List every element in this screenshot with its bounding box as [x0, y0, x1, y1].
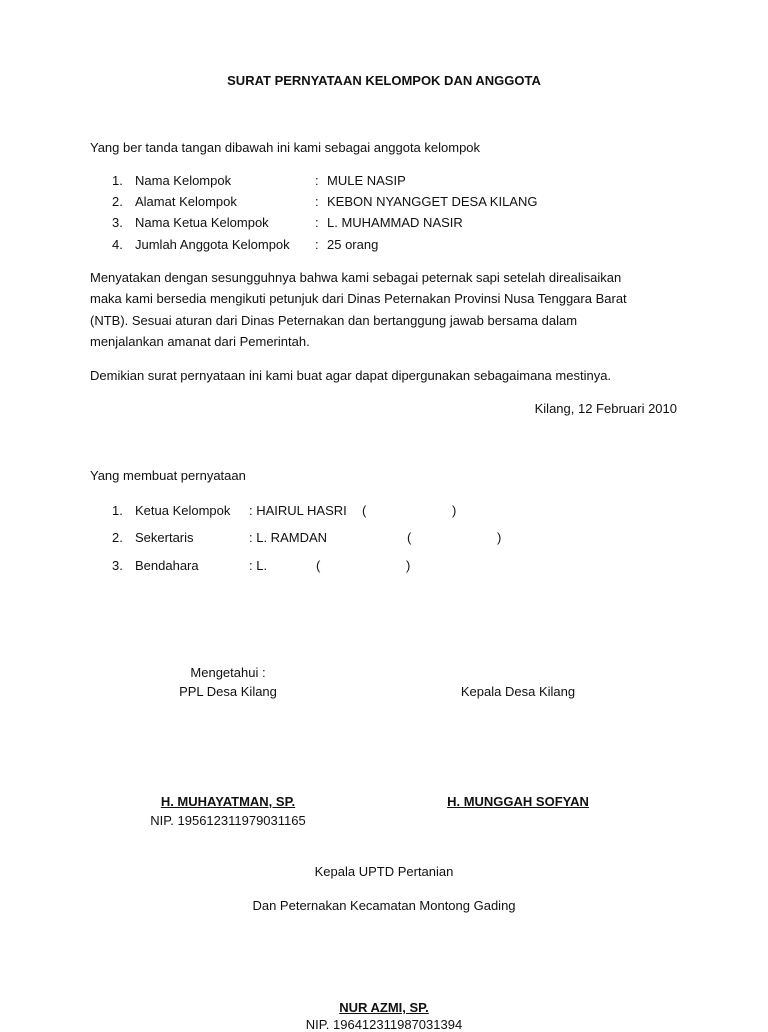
- list-item: [112, 237, 672, 257]
- list-item: [112, 194, 672, 214]
- statement-line: menjalankan amanat dari Pemerintah.: [90, 334, 310, 349]
- signer-row: [112, 503, 512, 523]
- left-official-nip: NIP. 195612311979031165: [150, 813, 306, 828]
- statement-line: (NTB). Sesuai aturan dari Dinas Peternakan dan bertanggung jawab bersama dalam: [90, 313, 578, 328]
- item-label: Alamat Kelompok: [135, 194, 237, 209]
- item-number: 2.: [112, 194, 123, 209]
- item-label: Nama Kelompok: [135, 173, 232, 188]
- document-title: SURAT PERNYATAAN KELOMPOK DAN ANGGOTA: [227, 73, 541, 88]
- item-number: 3.: [112, 215, 123, 230]
- left-official-position: PPL Desa Kilang: [179, 684, 277, 699]
- item-value: KEBON NYANGGET DESA KILANG: [327, 194, 538, 209]
- right-official-name: H. MUNGGAH SOFYAN: [447, 794, 589, 809]
- head-official-position-line2: Dan Peternakan Kecamatan Montong Gading: [252, 898, 516, 913]
- item-value: L. MUHAMMAD NASIR: [327, 215, 463, 230]
- statement-line: Menyatakan dengan sesungguhnya bahwa kami sebagai peternak sapi setelah direalisaikan: [90, 270, 622, 285]
- item-label: Nama Ketua Kelompok: [135, 215, 269, 230]
- closing-text: Demikian surat pernyataan ini kami buat agar dapat dipergunakan sebagaimana mestinya.: [90, 368, 612, 383]
- signature-open-paren: (: [362, 503, 367, 518]
- intro-text: Yang ber tanda tangan dibawah ini kami sebagai anggota kelompok: [90, 140, 481, 155]
- signer-number: 2.: [112, 530, 123, 545]
- signature-close-paren: ): [452, 503, 457, 518]
- list-item: [112, 173, 672, 193]
- signer-name: : HAIRUL HASRI: [249, 503, 347, 518]
- item-separator: :: [315, 237, 319, 252]
- signature-close-paren: ): [497, 530, 502, 545]
- signer-row: [112, 558, 512, 578]
- item-number: 1.: [112, 173, 123, 188]
- item-value: MULE NASIP: [327, 173, 406, 188]
- item-separator: :: [315, 173, 319, 188]
- head-official-nip: NIP. 196412311987031394: [305, 1017, 463, 1032]
- signer-name: : L. RAMDAN: [249, 530, 328, 545]
- item-separator: :: [315, 215, 319, 230]
- item-value: 25 orang: [327, 237, 379, 252]
- signer-role: Bendahara: [135, 558, 199, 573]
- signer-number: 3.: [112, 558, 123, 573]
- right-official-position: Kepala Desa Kilang: [460, 684, 576, 699]
- signature-open-paren: (: [407, 530, 412, 545]
- item-separator: :: [315, 194, 319, 209]
- signer-row: [112, 530, 512, 550]
- signer-number: 1.: [112, 503, 123, 518]
- item-label: Jumlah Anggota Kelompok: [135, 237, 290, 252]
- signature-open-paren: (: [316, 558, 321, 573]
- head-official-name: NUR AZMI, SP.: [339, 1000, 429, 1015]
- place-date: Kilang, 12 Februari 2010: [534, 401, 677, 416]
- statement-line: maka kami bersedia mengikuti petunjuk dari Dinas Peternakan Provinsi Nusa Tenggara Barat: [90, 291, 627, 306]
- signer-role: Sekertaris: [135, 530, 194, 545]
- signer-name: : L.: [249, 558, 268, 573]
- left-official-name: H. MUHAYATMAN, SP.: [160, 794, 296, 809]
- maker-heading: Yang membuat pernyataan: [90, 468, 246, 483]
- list-item: [112, 215, 672, 235]
- head-official-position-line1: Kepala UPTD Pertanian: [314, 864, 454, 879]
- signer-role: Ketua Kelompok: [135, 503, 231, 518]
- acknowledged-label: Mengetahui :: [190, 665, 266, 680]
- signature-close-paren: ): [406, 558, 411, 573]
- item-number: 4.: [112, 237, 123, 252]
